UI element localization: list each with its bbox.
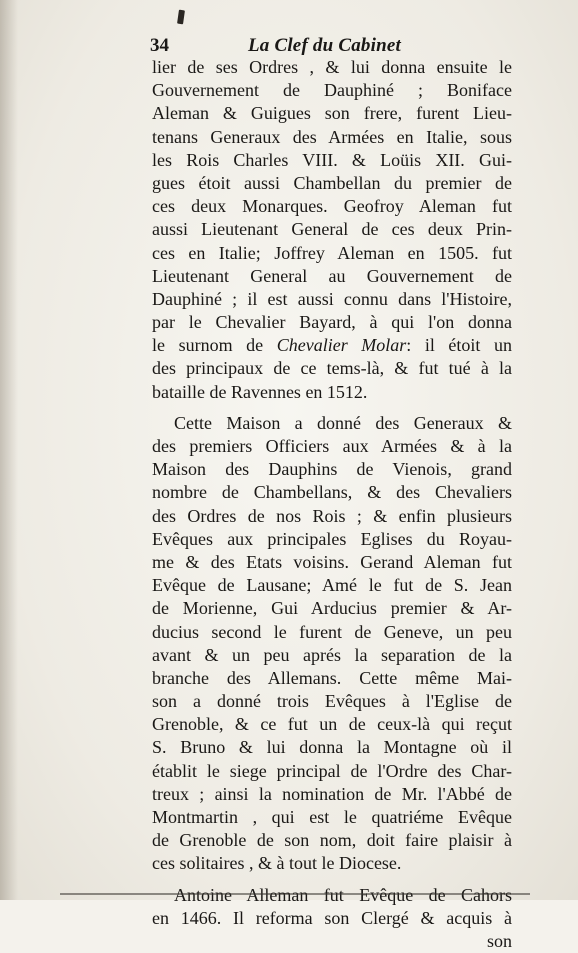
text-line: avant & un peu aprés la separation de la [152, 644, 512, 665]
text-line: ces en Italie; Joffrey Aleman en 1505. fut [152, 242, 512, 263]
text-line: établit le siege principal de l'Ordre des Char- [152, 760, 512, 781]
text-line: son a donné trois Evêques à l'Eglise de [152, 691, 512, 712]
text-line: Montmartin , qui est le quatriéme Evêque [152, 807, 512, 827]
text-line: nombre de Chambellans, & des Chevaliers [152, 482, 512, 503]
text-line: des premiers Officiers aux Armées & à la [152, 436, 512, 456]
text-line: Dauphiné ; il est aussi connu dans l'Histoire, [152, 288, 512, 309]
text-line: des principaux de ce tems-là, & fut tué à la [152, 358, 512, 379]
text-line: Gouvernement de Dauphiné ; Boniface [152, 80, 512, 101]
paragraph [152, 412, 512, 876]
text-line: de Morienne, Gui Arducius premier & Ar- [152, 598, 512, 619]
text-line: lier de ses Ordres , & lui donna ensuite le [152, 57, 512, 77]
ink-mark [177, 10, 185, 25]
text-line: treux ; ainsi la nomination de Mr. l'Abbé de [152, 783, 512, 804]
text-line: ces solitaires , & à tout le Diocese. [152, 853, 402, 874]
text-line: S. Bruno & lui donna la Montagne où il [152, 737, 512, 758]
italic-term: Chevalier Molar [276, 335, 407, 356]
text-line: Maison des Dauphins de Vienois, grand [152, 459, 512, 480]
text-line: tenans Generaux des Armées en Italie, sous [152, 126, 512, 147]
paragraph [152, 56, 512, 404]
text-line: me & des Etats voisins. Gerand Aleman fut [152, 551, 512, 572]
text-line: en 1466. Il reforma son Clergé & acquis à [152, 907, 512, 928]
text-line: de Grenoble de son nom, doit faire plaisir à [152, 830, 512, 851]
running-title: La Clef du Cabinet [248, 35, 401, 56]
text-line: Lieutenant General au Gouvernement de [152, 265, 512, 286]
text-line: Evêques aux principales Eglises du Royau- [152, 528, 512, 549]
text-line: le surnom de Chevalier Molar: il étoit un [152, 335, 513, 356]
body-text [152, 56, 512, 953]
text-line [152, 884, 512, 907]
text-line: Evêque de Lausane; Amé le fut de S. Jean [152, 575, 512, 596]
text-line: Aleman & Guigues son frere, furent Lieu- [152, 103, 512, 124]
text-line: les Rois Charles VIII. & Loüis XII. Gui- [152, 149, 512, 170]
gutter-shadow [0, 0, 18, 900]
text-line: gues étoit aussi Chambellan du premier de [152, 172, 512, 193]
page-edge-rule [60, 893, 530, 895]
text-line: branche des Allemans. Cette même Mai- [152, 667, 512, 688]
text-line: Cette Maison a donné des Generaux & [174, 412, 512, 433]
text-line: ces deux Monarques. Geofroy Aleman fut [152, 196, 512, 217]
text-line: ducius second le furent de Geneve, un peu [152, 621, 512, 642]
text-line: des Ordres de nos Rois ; & enfin plusieurs [152, 505, 512, 526]
page-number: 34 [150, 35, 169, 56]
text-line: bataille de Ravennes en 1512. [152, 381, 368, 402]
text-line: aussi Lieutenant General de ces deux Prin- [152, 219, 512, 240]
text-line: par le Chevalier Bayard, à qui l'on donna [152, 312, 512, 333]
catchword: son [486, 930, 512, 951]
text-line: Grenoble, & ce fut un de ceux-là qui reçut [152, 714, 512, 735]
